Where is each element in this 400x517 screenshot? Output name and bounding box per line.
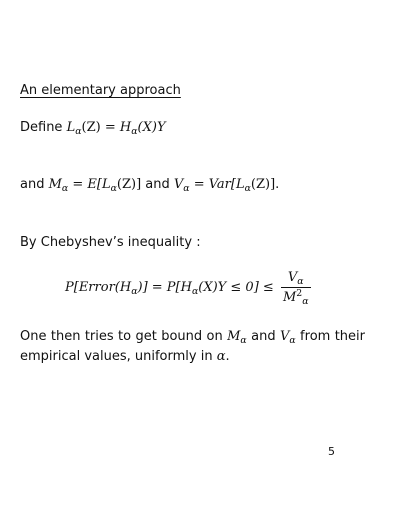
alpha-subscript: α [61, 182, 69, 194]
L-symbol: L [66, 120, 76, 135]
alpha-subscript: α [131, 285, 138, 297]
conclusion-paragraph [20, 327, 365, 367]
V-symbol: V [173, 177, 184, 192]
variance-open: = Var[L [189, 177, 245, 192]
alpha-subscript: α [131, 125, 138, 137]
define-label: Define [20, 120, 67, 135]
and-word-middle: and [141, 177, 174, 192]
M-symbol: M [48, 177, 62, 192]
Z-argument: (Z) [81, 120, 101, 135]
expectation-close: (Z)] [116, 177, 142, 192]
alpha-subscript: α [244, 182, 251, 194]
M-symbol: M [282, 290, 297, 305]
alpha-subscript: α [110, 182, 117, 194]
V-symbol: V [279, 329, 290, 344]
moment-definitions-line [20, 177, 279, 192]
H-symbol: H [119, 120, 132, 135]
equation-lhs-open: P[Error(H [65, 280, 132, 295]
alpha-subscript: α [240, 334, 247, 346]
alpha-subscript: α [302, 295, 309, 307]
equation-lhs-close: )] = P[H [137, 280, 192, 295]
alpha-subscript: α [289, 334, 296, 346]
conclusion-end: . [225, 349, 230, 364]
alpha-symbol: α [216, 349, 226, 364]
V-symbol: V [287, 270, 298, 285]
conclusion-part-3: from their empirical values, uniformly in [20, 329, 365, 364]
definition-line [20, 120, 166, 135]
XY-product: (X)Y [137, 120, 166, 135]
equation-middle: (X)Y ≤ 0] ≤ [198, 280, 274, 295]
conclusion-part-2: and [246, 329, 280, 344]
slide-title: An elementary approach [20, 83, 181, 98]
page-number: 5 [328, 445, 335, 458]
and-word: and [20, 177, 49, 192]
M-symbol: M [227, 329, 241, 344]
fraction-denominator [281, 288, 311, 305]
square-superscript: 2 [296, 287, 303, 299]
expectation-open: = E[L [68, 177, 111, 192]
alpha-subscript: α [183, 182, 190, 194]
variance-close: (Z)]. [250, 177, 280, 192]
alpha-subscript: α [191, 285, 199, 297]
conclusion-part-1: One then tries to get bound on [20, 329, 228, 344]
chebyshev-equation [65, 270, 311, 305]
fraction-numerator [281, 270, 311, 288]
bound-fraction [281, 270, 311, 305]
chebyshev-line: By Chebyshev’s inequality : [20, 235, 201, 250]
alpha-subscript: α [75, 125, 82, 137]
equals-sign: = [100, 120, 120, 135]
alpha-subscript: α [297, 275, 304, 287]
